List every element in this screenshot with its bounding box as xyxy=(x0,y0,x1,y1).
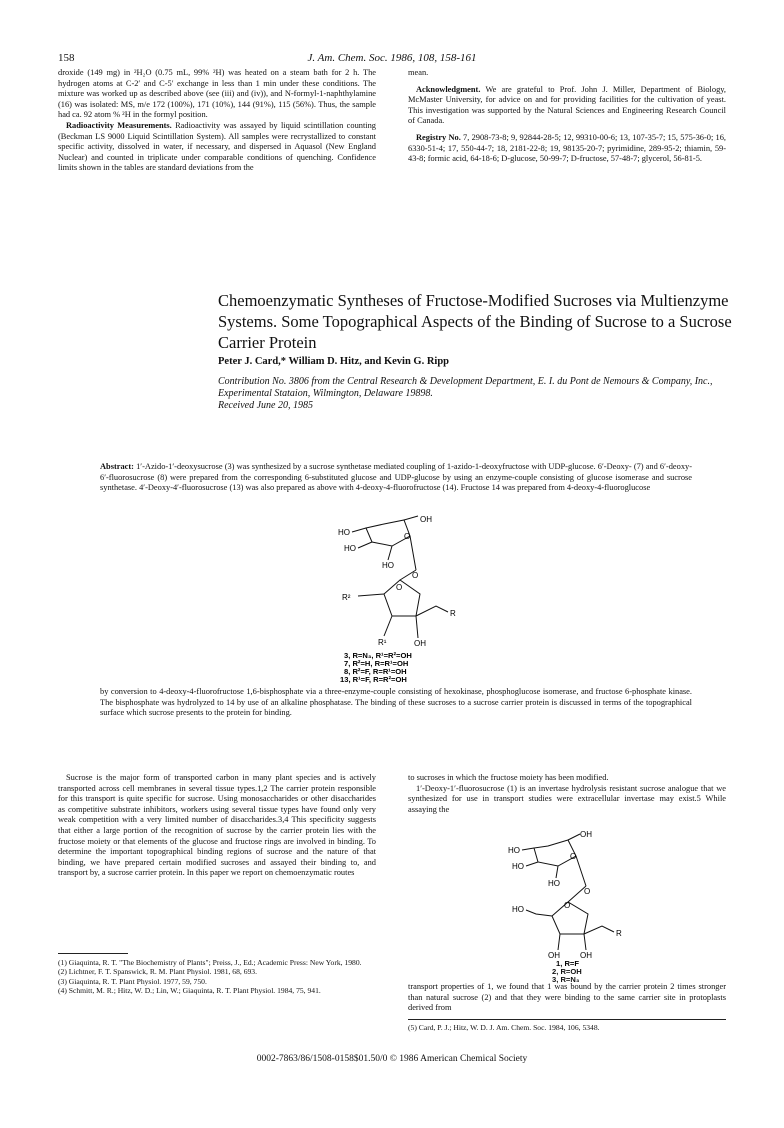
radioactivity-text: Radioactivity was assayed by liquid scintillation counting (Beckman LS 9000 Liquid Scintillation System). All samples were recrystallized to constant specific activity, dissolved in water, if necessary, and dispersed in Aquasol (New England Nuclear) and counted in triplicate under comparable conditions of quenching. Confidence limits shown in the tables are standard deviations from the xyxy=(58,120,376,173)
intro-right-after-structure: transport properties of 1, we found that 1 was bound by the carrier protein 2 times stronger than natural sucrose (2) and that they were binding to the same carrier site in protoplasts derived from xyxy=(408,982,726,1013)
intro-right-column-bottom xyxy=(408,982,726,1014)
s1-label-ho-1: HO xyxy=(338,528,350,537)
registry-paragraph xyxy=(408,133,726,165)
acknowledgment-label: Acknowledgment. xyxy=(416,84,481,94)
s2-legend-2: 2, R=OH xyxy=(552,967,582,976)
radioactivity-label: Radioactivity Measurements. xyxy=(66,120,172,130)
intro-right-continuation: to sucroses in which the fructose moiety has been modified. xyxy=(408,773,609,782)
footnotes-right xyxy=(408,1023,726,1032)
footnotes-left xyxy=(58,958,376,996)
article-authors: Peter J. Card,* William D. Hitz, and Kevin G. Ripp xyxy=(218,356,450,367)
s1-legend-3: 3, R=N₃, R¹=R²=OH xyxy=(344,651,412,660)
acknowledgment-paragraph xyxy=(408,85,726,127)
s1-label-o-ring: O xyxy=(404,532,411,541)
s2-label-ho-4: HO xyxy=(512,905,524,914)
s1-legend-8: 8, R²=F, R=R¹=OH xyxy=(344,667,407,676)
structure-1-diagram xyxy=(300,512,484,684)
prev-article-paragraph: droxide (149 mg) in ²H₂O (0.75 mL, 99% ²H) was heated on a steam bath for 2 h. The hydrogen atoms at C-2′ and C-5′ exchange in less than 1 min under these conditions. The mixture was worked up as described above (see (iii) and (iv)), and N-formyl-1-naphthylamine (16) was isolated: MS, m/e 172 (100%), 171 (10%), 144 (91%), 115 (56%). Thus, the sample had ca. 92 atom % ²H in the formyl position. xyxy=(58,68,376,120)
s2-label-ho-1: HO xyxy=(508,846,520,855)
abstract-part-2: by conversion to 4-deoxy-4-fluorofructose 1,6-bisphosphate via a three-enzyme-couple consisting of hexokinase, phosphoglucose isomerase, and fructose 6-phosphate kinase. The bisphosphate was hydrolyzed to 14 by use of an alkaline phosphatase. The binding of these sucroses to a sucrose carrier protein is discussed in terms of the topographical surface which sucrose presents to the protein for binding. xyxy=(100,687,692,718)
s2-label-o-ring: O xyxy=(570,852,577,861)
mean-continuation: mean. xyxy=(408,68,429,77)
footnote-4: (4) Schmitt, M. R.; Hitz, W. D.; Lin, W.; Giaquinta, R. T. Plant Physiol. 1984, 75, 941. xyxy=(58,986,321,996)
prev-article-right-column xyxy=(408,68,726,165)
s1-label-r1: R¹ xyxy=(378,638,387,647)
abstract-text-1: 1′-Azido-1′-deoxysucrose (3) was synthesized by a sucrose synthetase mediated coupling of 1-azido-1-deoxyfructose with UDP-glucose. 6′-Deoxy- (7) and 6′-deoxy-6′-fluorosucrose (8) were prepared from the corresponding 6-substituted glucose and UDP-glucose by using an enzyme-couple consisting of glucose isomerase and sucrose synthetase. 4′-Deoxy-4′-fluorosucrose (13) was also prepared as above with 4-deoxy-4-fluorofructose (14). Fructose 14 was prepared from 4-deoxy-4-fluoroglucose xyxy=(100,462,692,493)
footnote-rule-right xyxy=(408,1019,726,1020)
received-date: Received June 20, 1985 xyxy=(218,400,313,411)
radioactivity-paragraph xyxy=(58,121,376,174)
s2-label-o-fructose: O xyxy=(564,901,571,910)
article-affiliation xyxy=(218,376,738,412)
s1-label-oh-bottom: OH xyxy=(414,639,426,648)
intro-right-paragraph: 1′-Deoxy-1′-fluorosucrose (1) is an invertase hydrolysis resistant sucrose analogue that we synthesized for use in transport studies were extracellular invertase may exist.5 While assaying the xyxy=(408,783,726,814)
affiliation-text: Contribution No. 3806 from the Central Research & Development Department, E. I. du Pont de Nemours & Company, Inc., Experimental Stataion, Wilmington, Delaware 19898. xyxy=(218,376,713,399)
s1-label-oh-top: OH xyxy=(420,515,432,524)
article-title: Chemoenzymatic Syntheses of Fructose-Modified Sucroses via Multienzyme Systems. Some Topographical Aspects of the Binding of Sucrose to a Sucrose Carrier Protein xyxy=(218,291,732,352)
footnote-1: (1) Giaquinta, R. T. "The Biochemistry of Plants"; Preiss, J., Ed.; Academic Press: New York, 1980. xyxy=(58,958,362,967)
acknowledgment-text: We are grateful to Prof. John J. Miller, Department of Biology, McMaster University, for advice on and for providing facilities for the cultivation of yeast. This investigation was supported by the Natural Sciences and Engineering Research Council of Canada. xyxy=(408,84,726,126)
s2-legend-3: 3, R=N₃ xyxy=(552,975,580,984)
s2-label-r: R xyxy=(616,929,622,938)
s1-label-r2: R² xyxy=(342,593,351,602)
s2-legend-1: 1, R=F xyxy=(556,959,580,968)
footnote-2: (2) Lichtner, F. T. Spanswick, R. M. Plant Physiol. 1981, 68, 693. xyxy=(58,967,257,977)
page-footer: 0002-7863/86/1508-0158$01.50/0 © 1986 American Chemical Society xyxy=(256,1054,528,1064)
s2-label-oh-left: OH xyxy=(548,951,560,960)
running-header-journal: J. Am. Chem. Soc. 1986, 108, 158-161 xyxy=(307,52,477,64)
s2-label-o-link: O xyxy=(584,887,591,896)
s1-label-o-link: O xyxy=(412,571,419,580)
intro-left-paragraph: Sucrose is the major form of transported carbon in many plant species and is actively transported across cell membranes in several tissue types.1,2 The carrier protein responsible for this transport is quite specific for sucrose. Using monosaccharides or other disaccharides as competitive substrate inhibitors, workers using several tissue types have found only very weak competition with a very limited number of disaccharides.3,4 This specificity suggests that either a large portion of the recognition of sucrose by the carrier protein lies with the fructose moiety or that elements of the glucose and fructose rings are involved in binding. To determine the important topographical binding regions of sucrose and the nature of that binding, we have prepared certain modified sucroses and assayed their binding to, and transport by, a sucrose carrier protein. In this paper we report on chemoenzymatic routes xyxy=(58,773,376,878)
registry-text: 7, 2908-73-8; 9, 92844-28-5; 12, 99310-00-6; 13, 107-35-7; 15, 575-36-0; 16, 6330-51-4; 17, 550-44-7; 18, 2181-22-8; 19, 98135-20-7; pyrimidine, 289-95-2; thiamin, 59-43-8; formic acid, 64-18-6; D-glucose, 50-99-7; D-fructose, 57-48-7; glycerol, 56-81-5. xyxy=(408,132,727,164)
s2-label-oh-right: OH xyxy=(580,951,592,960)
s1-label-r: R xyxy=(450,609,456,618)
registry-label: Registry No. xyxy=(416,132,461,142)
abstract-label: Abstract: xyxy=(100,462,134,471)
structure-2-diagram xyxy=(508,828,648,972)
s1-label-ho-2: HO xyxy=(344,544,356,553)
footnote-5: (5) Card, P. J.; Hitz, W. D. J. Am. Chem. Soc. 1984, 106, 5348. xyxy=(408,1023,600,1032)
s2-label-oh-top: OH xyxy=(580,830,592,839)
s1-label-ho-3: HO xyxy=(382,561,394,570)
page-number: 158 xyxy=(58,52,75,64)
intro-left-column xyxy=(58,773,376,879)
prev-article-left-column xyxy=(58,68,376,174)
abstract-part-1 xyxy=(100,462,692,494)
s1-legend-13: 13, R¹=F, R=R²=OH xyxy=(340,675,407,684)
s1-label-o-fructose: O xyxy=(396,583,403,592)
footnote-rule-left xyxy=(58,953,128,954)
s1-legend-7: 7, R²=H, R=R¹=OH xyxy=(344,659,409,668)
s2-label-ho-3: HO xyxy=(548,879,560,888)
footnote-3: (3) Giaquinta, R. T. Plant Physiol. 1977, 59, 750. xyxy=(58,976,207,986)
intro-right-column-top xyxy=(408,773,726,815)
s2-label-ho-2: HO xyxy=(512,862,524,871)
